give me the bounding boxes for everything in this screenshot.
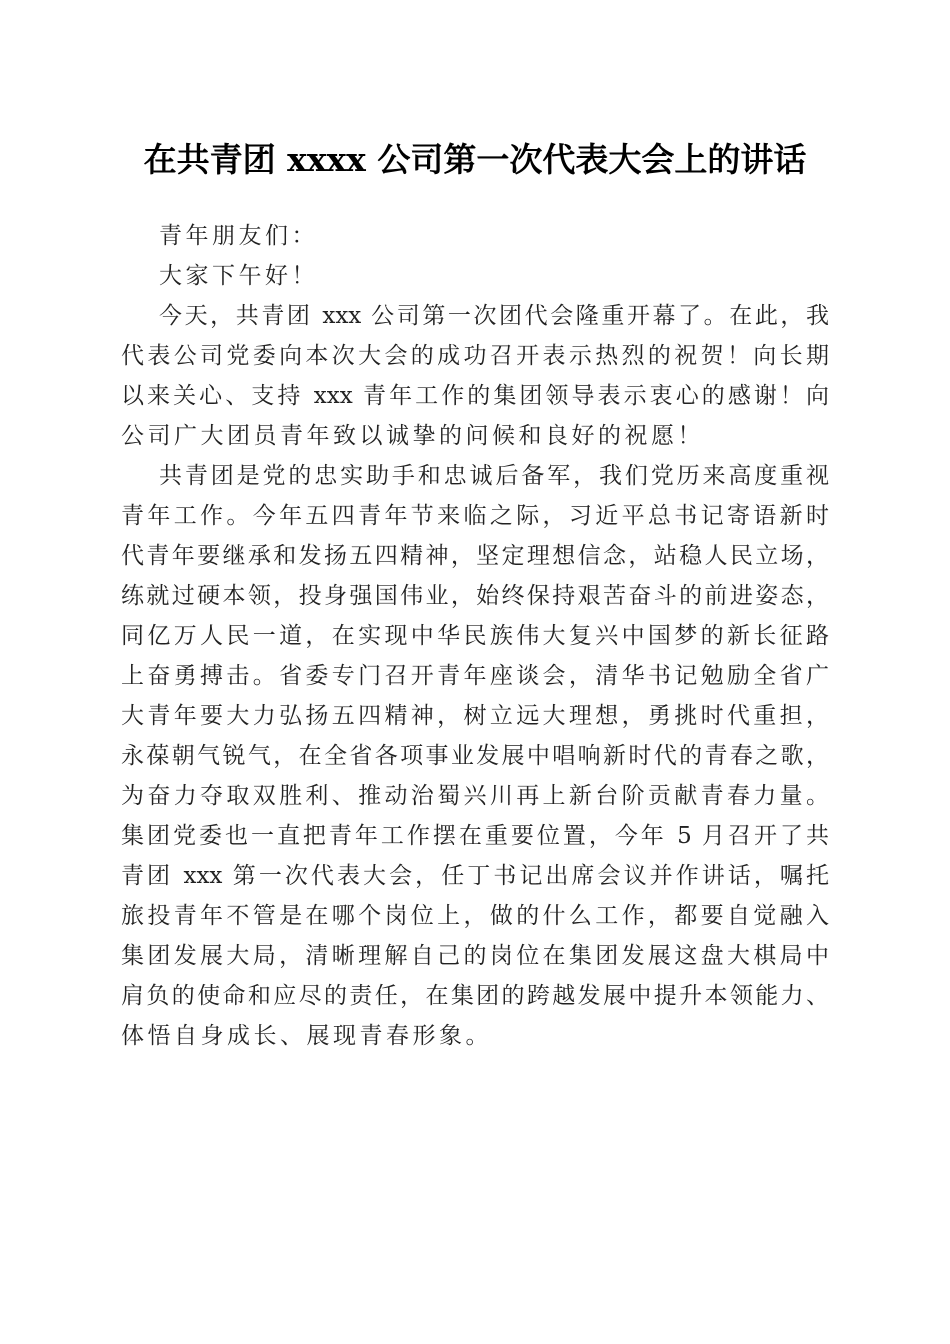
text-line: 上奋勇搏击。省委专门召开青年座谈会，清华书记勉励全省广 [121, 663, 829, 689]
text-line: 青年朋友们： [159, 223, 318, 249]
text-line: 大家下午好！ [159, 263, 318, 289]
text-line: 今天，共青团 xxx 公司第一次团代会隆重开幕了。在此，我 [159, 303, 829, 329]
paragraph-greeting [121, 256, 829, 296]
text-line: 为奋力夺取双胜利、推动治蜀兴川再上新台阶贡献青春力量。 [121, 783, 829, 809]
paragraph-main [121, 456, 829, 1056]
text-line: 同亿万人民一道，在实现中华民族伟大复兴中国梦的新长征路 [121, 623, 829, 649]
text-line: 青年工作。今年五四青年节来临之际，习近平总书记寄语新时 [121, 503, 829, 529]
text-line: 公司广大团员青年致以诚挚的问候和良好的祝愿！ [121, 423, 704, 449]
paragraph-salutation [121, 216, 829, 256]
text-line: 共青团是党的忠实助手和忠诚后备军，我们党历来高度重视 [159, 463, 829, 489]
text-line: 永葆朝气锐气，在全省各项事业发展中唱响新时代的青春之歌， [121, 743, 829, 769]
document-title: 在共青团 xxxx 公司第一次代表大会上的讲话 [143, 140, 807, 179]
text-line: 以来关心、支持 xxx 青年工作的集团领导表示衷心的感谢！向 [121, 383, 829, 409]
text-line: 练就过硬本领，投身强国伟业，始终保持艰苦奋斗的前进姿态， [121, 583, 829, 609]
text-line: 体悟自身成长、展现青春形象。 [121, 1023, 492, 1049]
text-line: 肩负的使命和应尽的责任，在集团的跨越发展中提升本领能力、 [121, 983, 829, 1009]
text-line: 代青年要继承和发扬五四精神，坚定理想信念，站稳人民立场， [121, 543, 829, 569]
text-line: 旅投青年不管是在哪个岗位上，做的什么工作，都要自觉融入 [121, 903, 829, 929]
text-line: 集团发展大局，清晰理解自己的岗位在集团发展这盘大棋局中 [121, 943, 829, 969]
text-line: 代表公司党委向本次大会的成功召开表示热烈的祝贺！向长期 [121, 343, 829, 369]
text-line: 青团 xxx 第一次代表大会，任丁书记出席会议并作讲话，嘱托 [121, 863, 829, 889]
text-line: 大青年要大力弘扬五四精神，树立远大理想，勇挑时代重担， [121, 703, 829, 729]
document-body [121, 216, 829, 1056]
paragraph-opening [121, 296, 829, 456]
text-line: 集团党委也一直把青年工作摆在重要位置，今年 5 月召开了共 [121, 823, 829, 849]
